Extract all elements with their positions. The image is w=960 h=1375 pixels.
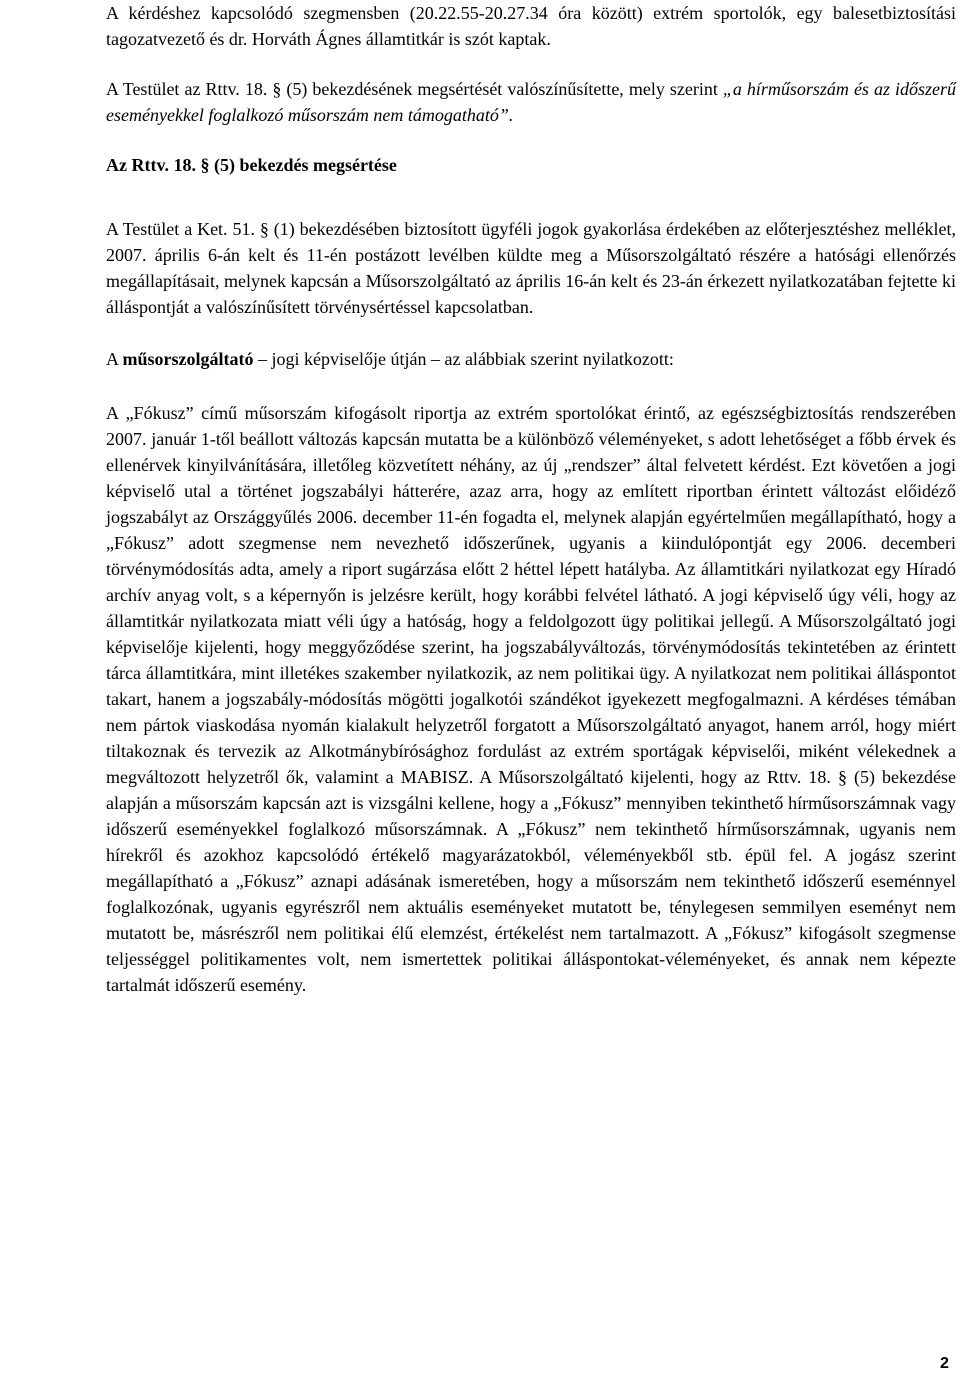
statement-intro-start: A xyxy=(106,349,123,369)
paragraph-procedure: A Testület a Ket. 51. § (1) bekezdésében biztosított ügyféli jogok gyakorlása érdekében az előterjesztéshez melléklet, 2007. április 6-án kelt és 11-én postázott levélben küldte meg a Műsorszolgáltató részére a hatósági ellenőrzés megállapításait, melynek kapcsán a Műsorszolgáltató az április 16-án kelt és 23-án érkezett nyilatkozatában fejtette ki álláspontját a valószínűsített törvénysértéssel kapcsolatban. xyxy=(106,219,956,317)
paragraph-broadcaster-statement: A „Fókusz” című műsorszám kifogásolt riportja az extrém sportolókat érintő, az egészségbiztosítás rendszerében 2007. január 1-től beállott változás kapcsán mutatta be a különböző véleményeket, s adott lehetőséget a főbb érvek és ellenérvek kinyilvánítására, illetőleg közvetített néhány, az új „rendszer” által felvetett kérdést. Ezt követően a jogi képviselő utal a történet jogszabályi hátterére, azaz arra, hogy az említett riportban érintett változást előidéző jogszabályt az Országgyűlés 2006. december 11-én fogadta el, melynek alapján egyértelműen megállapítható, hogy a „Fókusz” adott szegmense nem nevezhető időszerűnek, ugyanis a kiindulópontját egy 2006. decemberi törvénymódosítás adta, amely a riport sugárzása előtt 2 héttel lépett hatályba. Az államtitkári nyilatkozat egy Híradó archív anyag volt, s a képernyőn is jelzésre került, hogy korábbi felvétel látható. A jogi képviselő úgy véli, hogy az államtitkár nyilatkozata miatt véli úgy a hatóság, hogy a feldolgozott ügy politikai jellegű. A Műsorszolgáltató jogi képviselője kijelenti, hogy meggyőződése szerint, ha jogszabályváltozás, törvénymódosítás tekintetében az érintett tárca államtitkára, mint illetékes szakember nyilatkozik, az nem politikai ügy. A nyilatkozat nem politikai álláspontot takart, hanem a jogszabály-módosítás mögötti jogalkotói szándékot igyekezett megfogalmazni. A kérdéses témában nem pártok viaskodása nyomán kialakult helyzetről forgatott a Műsorszolgáltató anyagot, hanem arról, hogy miért tiltakoznak és tervezik az Alkotmánybírósághoz fordulást az extrém sportágak képviselői, miként vélekednek a megváltozott helyzetről ők, valamint a MABISZ. A Műsorszolgáltató kijelenti, hogy az Rttv. 18. § (5) bekezdése alapján a műsorszám kapcsán azt is vizsgálni kellene, hogy a „Fókusz” mennyiben tekinthető hírműsorszámnak vagy időszerű eseményekkel foglalkozó műsorszámnak. A „Fókusz” nem tekinthető hírműsorszámnak, ugyanis nem hírekről és azokhoz kapcsolódó értékelő magyarázatokból, véleményekből stb. épül fel. A jogász szerint megállapítható a „Fókusz” aznapi adásának ismeretében, hogy a műsorszám nem tekinthető időszerű eseménnyel foglalkozónak, ugyanis egyrészről nem aktuális eseményeket mutatott be, ténylegesen semmilyen eseményt nem mutatott be, másrészről nem politikai élű elemzést, értékelést nem tartalmazott. A „Fókusz” kifogásolt szegmense teljességgel politikamentes volt, nem ismertettek politikai álláspontokat-véleményeket, és annak nem képezte tartalmát időszerű esemény. xyxy=(106,403,956,995)
paragraph-testulet-lead: A Testület az Rttv. 18. § (5) bekezdésének megsértését valószínűsítette, mely szerint xyxy=(106,79,723,99)
paragraph-statement-intro xyxy=(106,346,956,372)
page-number: 2 xyxy=(940,1355,949,1372)
section-heading: Az Rttv. 18. § (5) bekezdés megsértése xyxy=(106,155,397,175)
quoted-law-text: „a hírműsorszám és az időszerű eseményekkel foglalkozó műsorszám nem támogatható”. xyxy=(106,79,956,125)
document-page xyxy=(106,0,956,998)
paragraph-intro: A kérdéshez kapcsolódó szegmensben (20.22.55-20.27.34 óra között) extrém sportolók, egy balesetbiztosítási tagozatvezető és dr. Horváth Ágnes államtitkár is szót kaptak. xyxy=(106,3,956,49)
broadcaster-label: műsorszolgáltató xyxy=(122,349,254,369)
statement-intro-end: – jogi képviselője útján – az alábbiak szerint nyilatkozott: xyxy=(253,349,674,369)
paragraph-testulet-suspicion xyxy=(106,76,956,128)
